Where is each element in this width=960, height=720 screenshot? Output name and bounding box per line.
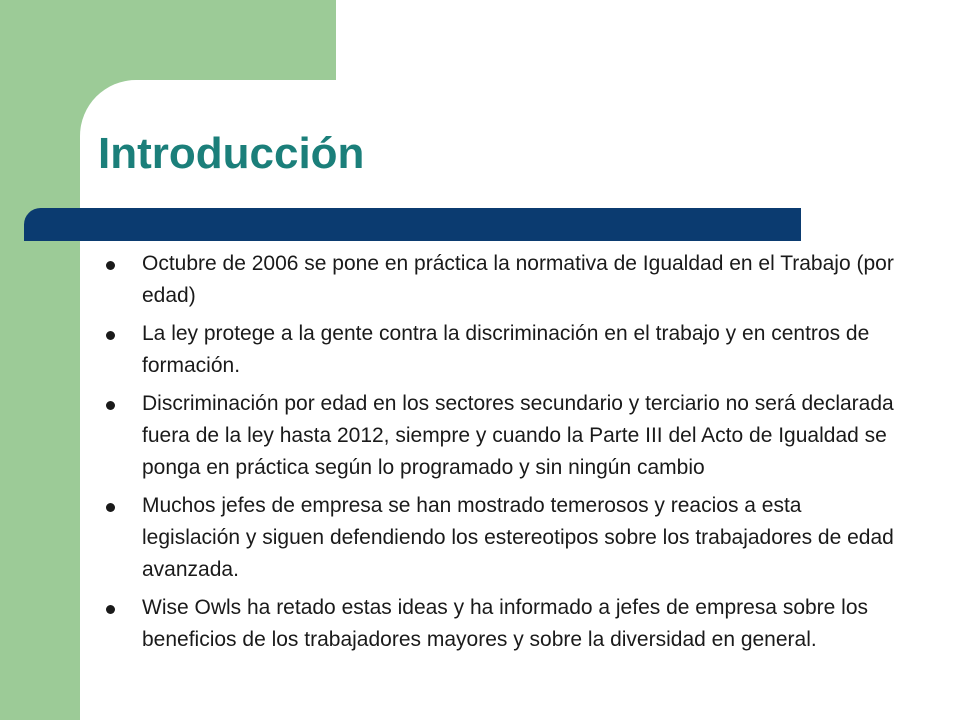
bullet-item [102, 490, 902, 586]
bullet-item [102, 318, 902, 382]
bullet-dot-icon [106, 331, 115, 340]
title-underline-bar [24, 208, 801, 241]
bullet-dot-icon [106, 401, 115, 410]
slide-title: Introducción [98, 129, 365, 178]
bullet-text: Discriminación por edad en los sectores secundario y terciario no será declarada fuera de la ley hasta 2012, siempre y cuando la Parte III del Acto de Igualdad se ponga en práctica según lo programado y sin ningún cambio [142, 392, 894, 479]
bullet-item [102, 388, 902, 484]
bullet-dot-icon [106, 261, 115, 270]
bullet-dot-icon [106, 503, 115, 512]
bullet-item [102, 592, 902, 656]
bullet-text: Muchos jefes de empresa se han mostrado temerosos y reacios a esta legislación y siguen defendiendo los estereotipos sobre los trabajadores de edad avanzada. [142, 494, 894, 581]
bullet-item [102, 248, 902, 312]
bullet-text: La ley protege a la gente contra la discriminación en el trabajo y en centros de formación. [142, 322, 870, 377]
bullet-text: Wise Owls ha retado estas ideas y ha informado a jefes de empresa sobre los beneficios de los trabajadores mayores y sobre la diversidad en general. [142, 596, 869, 651]
bullet-text: Octubre de 2006 se pone en práctica la normativa de Igualdad en el Trabajo (por edad) [142, 252, 894, 307]
title-bar-notch [24, 224, 68, 241]
bullet-dot-icon [106, 605, 115, 614]
bullet-list [102, 248, 902, 662]
